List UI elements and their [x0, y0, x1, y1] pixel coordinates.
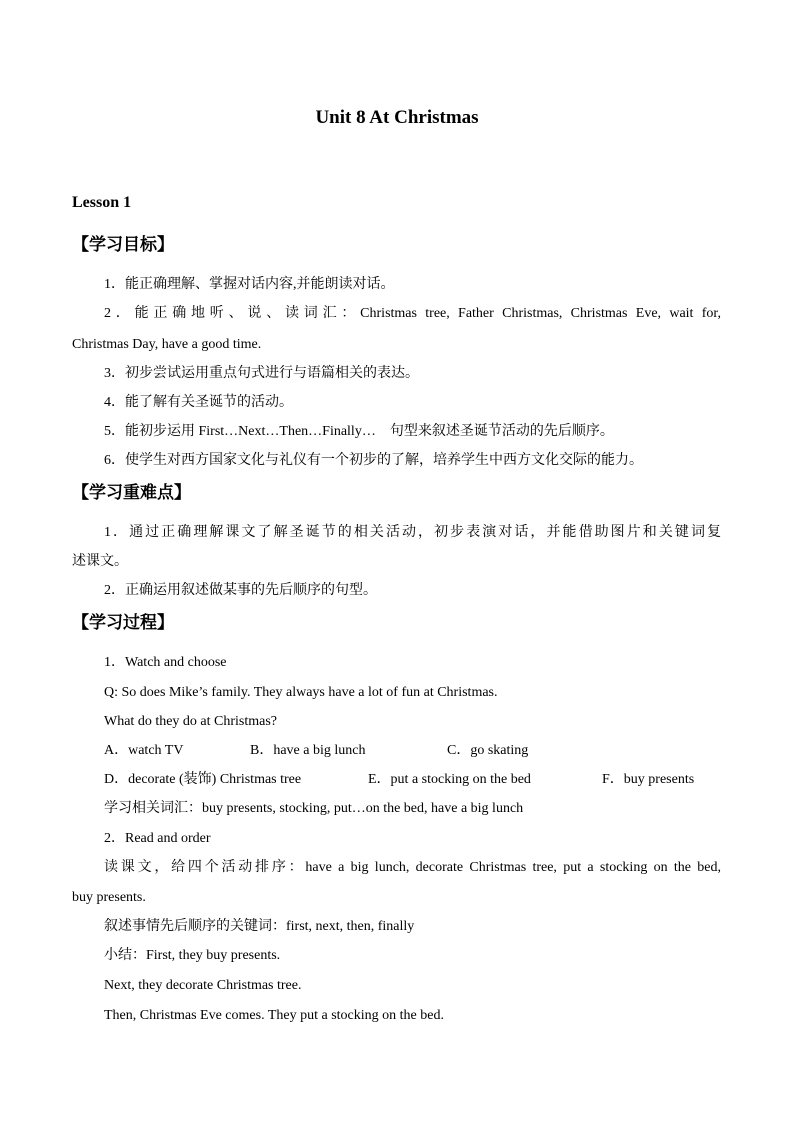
summary-line-2: Next, they decorate Christmas tree.	[104, 978, 302, 993]
key-point-2: 2．正确运用叙述做某事的先后顺序的句型。	[104, 583, 377, 598]
option-c: C．go skating	[447, 743, 529, 758]
section-heading-goals: 【学习目标】	[72, 235, 174, 254]
option-b: B．have a big lunch	[250, 743, 366, 758]
page-title: Unit 8 At Christmas	[315, 107, 479, 128]
key-point-1: 1．通过正确理解课文了解圣诞节的相关活动，初步表演对话，并能借助图片和关键词复	[104, 525, 721, 540]
option-f: F．buy presents	[602, 772, 695, 787]
goal-item-6: 6．使学生对西方国家文化与礼仪有一个初步的了解，培养学生中西方文化交际的能力。	[104, 453, 643, 468]
process-question-2: What do they do at Christmas?	[104, 714, 278, 729]
goal-item-1: 1．能正确理解、掌握对话内容,并能朗读对话。	[104, 277, 395, 292]
goal-item-3: 3．初步尝试运用重点句式进行与语篇相关的表达。	[104, 366, 419, 381]
process-step-1: 1．Watch and choose	[104, 655, 227, 670]
goal-item-2: 2．能正确地听、说、读词汇：Christmas tree, Father Christmas, Christmas Eve, wait for,	[104, 306, 721, 321]
lesson-heading: Lesson 1	[72, 194, 132, 211]
process-step-2: 2．Read and order	[104, 831, 211, 846]
summary-line-3: Then, Christmas Eve comes. They put a stocking on the bed.	[104, 1008, 444, 1023]
key-point-1-continued: 述课文。	[72, 554, 128, 569]
goal-item-4: 4．能了解有关圣诞节的活动。	[104, 395, 293, 410]
vocab-line: 学习相关词汇：buy presents, stocking, put…on the bed, have a big lunch	[104, 801, 524, 816]
section-heading-key-points: 【学习重难点】	[72, 483, 191, 502]
goal-item-5: 5．能初步运用 First…Next…Then…Finally… 句型来叙述圣诞节活动的先后顺序。	[104, 424, 614, 439]
option-a: A．watch TV	[104, 743, 184, 758]
keywords-line: 叙述事情先后顺序的关键词：first, next, then, finally	[104, 919, 415, 934]
process-question: Q: So does Mike’s family. They always have a lot of fun at Christmas.	[104, 685, 498, 700]
section-heading-process: 【学习过程】	[72, 613, 174, 632]
order-task-continued: buy presents.	[72, 890, 146, 905]
option-d: D．decorate (装饰) Christmas tree	[104, 772, 302, 787]
goal-item-2-continued: Christmas Day, have a good time.	[72, 337, 262, 352]
summary-line-1: 小结：First, they buy presents.	[104, 948, 281, 963]
option-e: E．put a stocking on the bed	[368, 772, 531, 787]
order-task: 读课文，给四个活动排序：have a big lunch, decorate Christmas tree, put a stocking on the bed,	[104, 860, 721, 875]
